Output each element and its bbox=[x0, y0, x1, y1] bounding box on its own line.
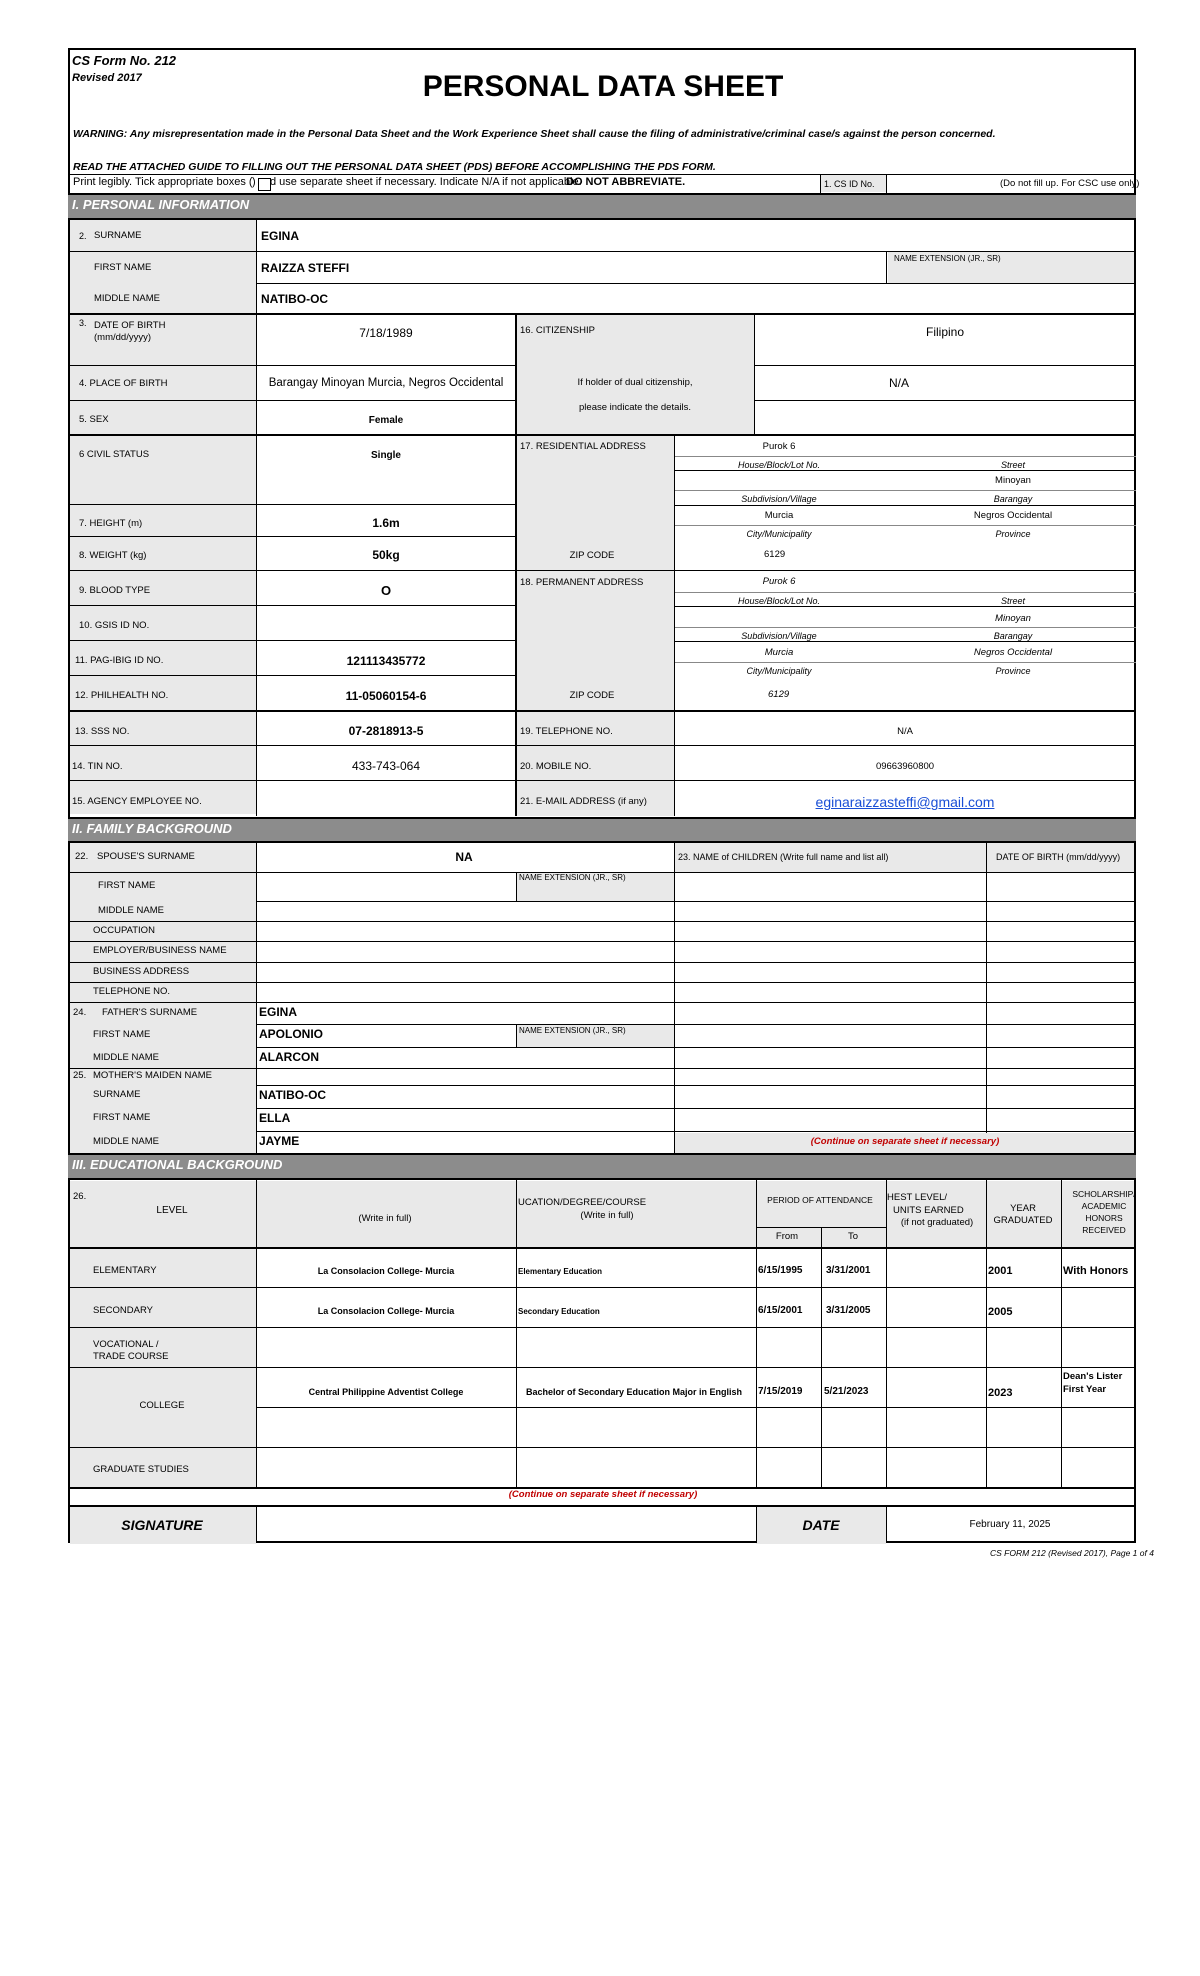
residential-city-value[interactable]: Murcia bbox=[764, 510, 794, 521]
elementary-year[interactable]: 2001 bbox=[988, 1265, 1013, 1277]
telephone-label: 19. TELEPHONE NO. bbox=[520, 726, 613, 737]
do-not-abbreviate: DO NOT ABBREVIATE. bbox=[566, 176, 686, 188]
permanent-zip-value[interactable]: 6129 bbox=[768, 689, 790, 700]
college-year[interactable]: 2023 bbox=[988, 1387, 1013, 1399]
permanent-zip-label: ZIP CODE bbox=[569, 690, 615, 701]
college-to[interactable]: 5/21/2023 bbox=[824, 1386, 869, 1397]
permanent-city-value[interactable]: Murcia bbox=[764, 647, 794, 658]
middle-name-value[interactable]: NATIBO-OC bbox=[261, 292, 329, 306]
tin-value[interactable]: 433-743-064 bbox=[351, 759, 421, 773]
residential-zip-label: ZIP CODE bbox=[569, 550, 615, 561]
surname-label: SURNAME bbox=[94, 230, 142, 241]
philhealth-label: 12. PHILHEALTH NO. bbox=[75, 690, 169, 701]
spouse-business-address-label: BUSINESS ADDRESS bbox=[93, 966, 190, 977]
section-header-family: II. FAMILY BACKGROUND bbox=[68, 817, 1136, 843]
secondary-from[interactable]: 6/15/2001 bbox=[758, 1305, 803, 1316]
form-revision: Revised 2017 bbox=[72, 72, 142, 84]
from-header: From bbox=[775, 1231, 799, 1242]
dob-value[interactable]: 7/18/1989 bbox=[359, 326, 413, 340]
warning-text: WARNING: Any misrepresentation made in the Personal Data Sheet and the Work Experience Sheet shall cause the filing of administrative/criminal case/s against the person concerned. bbox=[73, 128, 996, 140]
elementary-course[interactable]: Elementary Education bbox=[518, 1267, 603, 1276]
mother-surname-label: SURNAME bbox=[93, 1089, 141, 1100]
first-name-label: FIRST NAME bbox=[94, 262, 152, 273]
mother-first-name-label: FIRST NAME bbox=[93, 1112, 151, 1123]
philhealth-value[interactable]: 11-05060154-6 bbox=[345, 689, 427, 703]
signature-label: SIGNATURE bbox=[121, 1517, 203, 1533]
weight-value[interactable]: 50kg bbox=[372, 548, 400, 562]
form-number: CS Form No. 212 bbox=[72, 53, 177, 68]
residential-address-label: 17. RESIDENTIAL ADDRESS bbox=[520, 441, 646, 452]
secondary-school[interactable]: La Consolacion College- Murcia bbox=[317, 1306, 455, 1316]
secondary-to[interactable]: 3/31/2005 bbox=[826, 1305, 871, 1316]
permanent-address-label: 18. PERMANENT ADDRESS bbox=[520, 577, 644, 588]
sss-label: 13. SSS NO. bbox=[75, 726, 130, 737]
email-label: 21. E-MAIL ADDRESS (if any) bbox=[520, 796, 647, 807]
children-label: 23. NAME of CHILDREN (Write full name and list all) bbox=[678, 852, 889, 862]
first-name-value[interactable]: RAIZZA STEFFI bbox=[261, 261, 350, 275]
cs-id-note: (Do not fill up. For CSC use only) bbox=[1000, 178, 1140, 189]
dual-citizenship-note: If holder of dual citizenship, bbox=[577, 377, 693, 388]
civil-status-label: 6 CIVIL STATUS bbox=[79, 449, 150, 460]
college-course[interactable]: Bachelor of Secondary Education Major in English bbox=[525, 1387, 743, 1397]
residential-house-value[interactable]: Purok 6 bbox=[762, 441, 796, 452]
civil-status-value[interactable]: Single bbox=[370, 450, 402, 461]
pagibig-label: 11. PAG-IBIG ID NO. bbox=[75, 655, 164, 666]
highest-level-header: HEST LEVEL/ bbox=[887, 1192, 948, 1203]
father-surname-label: FATHER'S SURNAME bbox=[102, 1007, 198, 1018]
cs-id-label: 1. CS ID No. bbox=[824, 179, 875, 189]
telephone-value[interactable]: N/A bbox=[897, 726, 913, 737]
gsis-label: 10. GSIS ID NO. bbox=[79, 620, 150, 631]
period-header: PERIOD OF ATTENDANCE bbox=[767, 1195, 873, 1205]
page-title: PERSONAL DATA SHEET bbox=[422, 70, 784, 103]
middle-name-label: MIDDLE NAME bbox=[94, 293, 160, 304]
elementary-to[interactable]: 3/31/2001 bbox=[826, 1265, 871, 1276]
print-legibly-text: Print legibly. Tick appropriate boxes ( bbox=[73, 176, 253, 188]
signature-field[interactable] bbox=[258, 1508, 754, 1542]
mother-first-name-value[interactable]: ELLA bbox=[259, 1111, 291, 1125]
college-school[interactable]: Central Philippine Adventist College bbox=[308, 1387, 464, 1397]
education-continue-note: (Continue on separate sheet if necessary) bbox=[508, 1489, 698, 1500]
father-middle-name-value[interactable]: ALARCON bbox=[259, 1050, 319, 1064]
course-header: UCATION/DEGREE/COURSE bbox=[518, 1197, 647, 1208]
elementary-school[interactable]: La Consolacion College- Murcia bbox=[317, 1266, 455, 1276]
college-honors[interactable]: Dean's Lister bbox=[1063, 1371, 1123, 1382]
permanent-house-value[interactable]: Purok 6 bbox=[762, 576, 796, 587]
spouse-telephone-label: TELEPHONE NO. bbox=[93, 986, 171, 997]
height-label: 7. HEIGHT (m) bbox=[79, 518, 143, 529]
blood-type-value[interactable]: O bbox=[380, 583, 392, 598]
father-name-extension-label: NAME EXTENSION (JR., SR) bbox=[519, 1026, 626, 1035]
to-header: To bbox=[847, 1231, 859, 1242]
residential-barangay-value[interactable]: Minoyan bbox=[995, 475, 1031, 486]
spouse-name-extension-label: NAME EXTENSION (JR., SR) bbox=[519, 873, 626, 882]
honors-header: SCHOLARSHIP/ bbox=[1072, 1189, 1136, 1199]
name-extension-label: NAME EXTENSION (JR., SR) bbox=[894, 254, 1001, 263]
secondary-year[interactable]: 2005 bbox=[988, 1306, 1013, 1318]
permanent-barangay-value[interactable]: Minoyan bbox=[995, 613, 1031, 624]
graduate-studies-label: GRADUATE STUDIES bbox=[93, 1464, 189, 1475]
dob-label: DATE OF BIRTH bbox=[94, 320, 166, 331]
email-value[interactable]: eginaraizzasteffi@gmail.com bbox=[815, 794, 995, 810]
mobile-value[interactable]: 09663960800 bbox=[875, 761, 935, 772]
sex-value[interactable]: Female bbox=[368, 415, 404, 426]
citizenship-value[interactable]: Filipino bbox=[925, 325, 965, 339]
height-value[interactable]: 1.6m bbox=[372, 516, 400, 530]
children-dob-label: DATE OF BIRTH (mm/dd/yyyy) bbox=[996, 852, 1121, 862]
college-label: COLLEGE bbox=[139, 1400, 185, 1411]
spouse-occupation-label: OCCUPATION bbox=[93, 925, 155, 936]
pob-label: 4. PLACE OF BIRTH bbox=[79, 378, 168, 389]
mother-maiden-name-label: MOTHER'S MAIDEN NAME bbox=[93, 1070, 212, 1081]
mother-surname-value[interactable]: NATIBO-OC bbox=[259, 1088, 327, 1102]
spouse-surname-label: SPOUSE'S SURNAME bbox=[97, 851, 195, 862]
school-header: (Write in full) bbox=[358, 1213, 412, 1224]
vocational-label: VOCATIONAL / bbox=[93, 1339, 159, 1350]
elementary-honors[interactable]: With Honors bbox=[1063, 1265, 1129, 1277]
weight-label: 8. WEIGHT (kg) bbox=[79, 550, 147, 561]
mother-middle-name-label: MIDDLE NAME bbox=[93, 1136, 159, 1147]
secondary-course[interactable]: Secondary Education bbox=[518, 1307, 600, 1316]
father-surname-value[interactable]: EGINA bbox=[259, 1005, 298, 1019]
residential-zip-value[interactable]: 6129 bbox=[764, 549, 786, 560]
spouse-first-name-label: FIRST NAME bbox=[98, 880, 156, 891]
father-middle-name-label: MIDDLE NAME bbox=[93, 1052, 159, 1063]
section-header-education: III. EDUCATIONAL BACKGROUND bbox=[68, 1153, 1136, 1180]
year-graduated-header: YEAR bbox=[1010, 1203, 1036, 1214]
sex-label: 5. SEX bbox=[79, 414, 109, 425]
residential-province-value[interactable]: Negros Occidental bbox=[973, 510, 1053, 521]
section-header-personal: I. PERSONAL INFORMATION bbox=[68, 193, 1136, 220]
mobile-label: 20. MOBILE NO. bbox=[520, 761, 592, 772]
level-header: LEVEL bbox=[156, 1205, 188, 1216]
father-first-name-label: FIRST NAME bbox=[93, 1029, 151, 1040]
tin-label: 14. TIN NO. bbox=[72, 761, 123, 772]
family-continue-note: (Continue on separate sheet if necessary) bbox=[810, 1136, 1000, 1147]
elementary-label: ELEMENTARY bbox=[93, 1265, 157, 1276]
elementary-from[interactable]: 6/15/1995 bbox=[758, 1265, 803, 1276]
read-guide-text: READ THE ATTACHED GUIDE TO FILLING OUT THE PERSONAL DATA SHEET (PDS) BEFORE ACCOMPLISHING THE PDS FORM. bbox=[73, 161, 716, 173]
father-first-name-value[interactable]: APOLONIO bbox=[259, 1027, 324, 1041]
dual-citizenship-value[interactable]: N/A bbox=[888, 376, 910, 390]
surname-value[interactable]: EGINA bbox=[261, 229, 300, 243]
sss-value[interactable]: 07-2818913-5 bbox=[348, 724, 424, 738]
mother-middle-name-value[interactable]: JAYME bbox=[259, 1134, 300, 1148]
page-note: CS FORM 212 (Revised 2017), Page 1 of 4 bbox=[990, 1548, 1154, 1558]
date-value[interactable]: February 11, 2025 bbox=[969, 1519, 1051, 1530]
citizenship-label: 16. CITIZENSHIP bbox=[520, 325, 595, 336]
agency-employee-label: 15. AGENCY EMPLOYEE NO. bbox=[72, 796, 202, 807]
spouse-employer-label: EMPLOYER/BUSINESS NAME bbox=[93, 945, 227, 956]
pagibig-value[interactable]: 121113435772 bbox=[346, 654, 426, 668]
blood-type-label: 9. BLOOD TYPE bbox=[79, 585, 151, 596]
secondary-label: SECONDARY bbox=[93, 1305, 154, 1316]
permanent-province-value[interactable]: Negros Occidental bbox=[973, 647, 1053, 658]
college-from[interactable]: 7/15/2019 bbox=[758, 1386, 803, 1397]
pob-value[interactable]: Barangay Minoyan Murcia, Negros Occidental bbox=[268, 377, 504, 389]
spouse-middle-name-label: MIDDLE NAME bbox=[98, 905, 164, 916]
date-label: DATE bbox=[802, 1517, 840, 1533]
spouse-surname-value[interactable]: NA bbox=[455, 850, 473, 864]
